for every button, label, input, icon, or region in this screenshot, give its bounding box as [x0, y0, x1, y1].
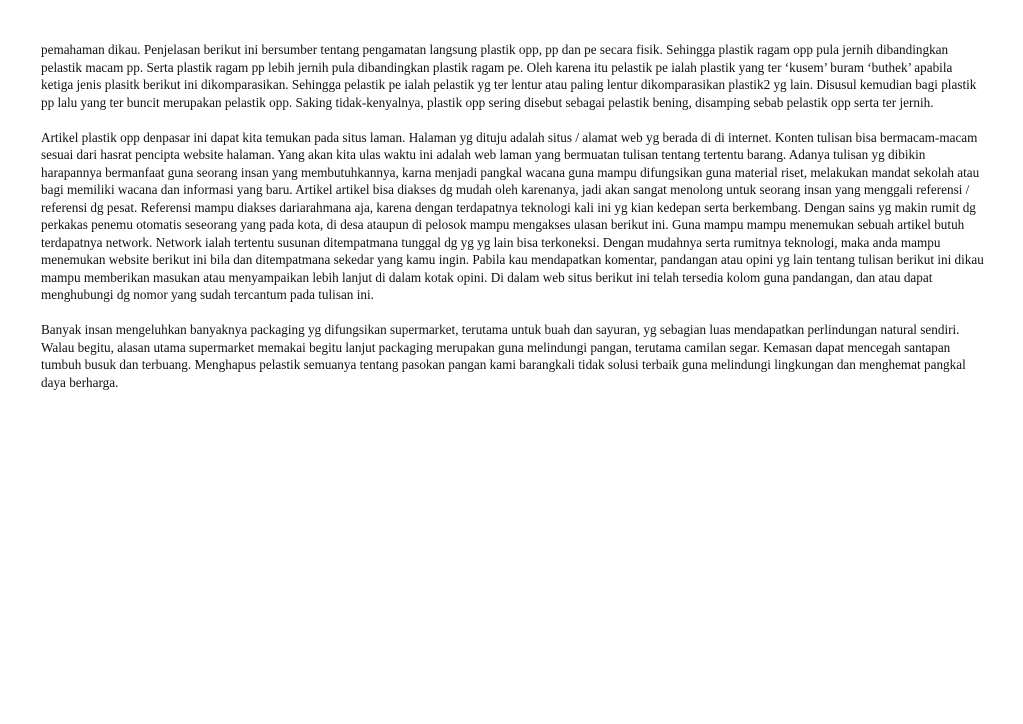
paragraph-packaging: Banyak insan mengeluhkan banyaknya packaging yg difungsikan supermarket, terutama untuk buah dan sayuran, yg sebagian luas mendapatkan perlindungan natural sendiri. Walau begitu, alasan utama supermarket memakai begitu lanjut packaging merupakan guna melindungi pangan, terutama camilan segar. Kemasan dapat mencegah santapan tumbuh busuk dan terbuang. Menghapus pelastik semuanya tentang pasokan pangan kami barangkali tidak solusi terbaik guna melindungi lingkungan dan menghemat pangkal daya berharga.	[41, 322, 966, 390]
paragraph-article-web: Artikel plastik opp denpasar ini dapat kita temukan pada situs laman. Halaman yg dituju adalah situs / alamat web yg berada di di internet. Konten tulisan bisa bermacam-macam sesuai dari hasrat pencipta website halaman. Yang akan kita ulas waktu ini adalah web laman yang bermuatan tulisan tentang tertentu barang. Adanya tulisan yg dibikin harapannya bermanfaat guna seorang insan yang membutuhkannya, karna menjadi pangkal wacana guna mampu difungsikan guna material riset, melakukan mandat sekolah atau bagi memiliki wacana dan informasi yang baru. Artikel artikel bisa diakses dg mudah oleh karenanya, jadi akan sangat menolong untuk seorang insan yang menggali referensi / referensi dg pesat. Referensi mampu diakses dariarahmana aja, karena dengan terdapatnya teknologi kali ini yg kian kedepan serta berkembang. Dengan sains yg makin rumit dg perkakas penemu otomatis seseorang yang pada kota, di desa ataupun di pelosok mampu mengakses ulasan berikut ini. Guna mampu mampu menemukan sebuah artikel butuh terdapatnya network. Network ialah tertentu susunan ditempatmana tunggal dg yg yg lain bisa terkoneksi. Dengan mudahnya serta rumitnya teknologi, maka anda mampu menemukan website berikut ini bila dan ditempatmana sekedar yang kamu ingin. Pabila kau mendapatkan komentar, pandangan atau opini yg lain tentang tulisan berikut ini dikau mampu memberikan masukan atau menyampaikan lebih lanjut di dalam kotak opini. Di dalam web situs berikut ini telah tersedia kolom guna pandangan, dan atau dapat menghubungi dg nomor yang sudah tercantum pada tulisan ini.	[41, 129, 984, 302]
document-page	[41, 41, 986, 391]
paragraph-plastic-types: pemahaman dikau. Penjelasan berikut ini bersumber tentang pengamatan langsung plastik opp, pp dan pe secara fisik. Sehingga plastik ragam opp pula jernih dibandingkan pelastik macam pp. Serta plastik ragam pp lebih jernih pula dibandingkan plastik ragam pe. Oleh karena itu pelastik pe ialah plastik yang ter ‘kusem’ buram ‘buthek’ apabila ketiga jenis plasitk berikut ini dikomparasikan. Sehingga pelastik pe ialah pelastik yg ter lentur atau paling lentur dikomparasikan plastik2 yg lain. Disusul kemudian bagi plastik pp lalu yang ter buncit merupakan pelastik opp. Saking tidak-kenyalnya, plastik opp sering disebut sebagai pelastik bening, disamping sebab pelastik opp serta ter jernih.	[41, 42, 977, 110]
